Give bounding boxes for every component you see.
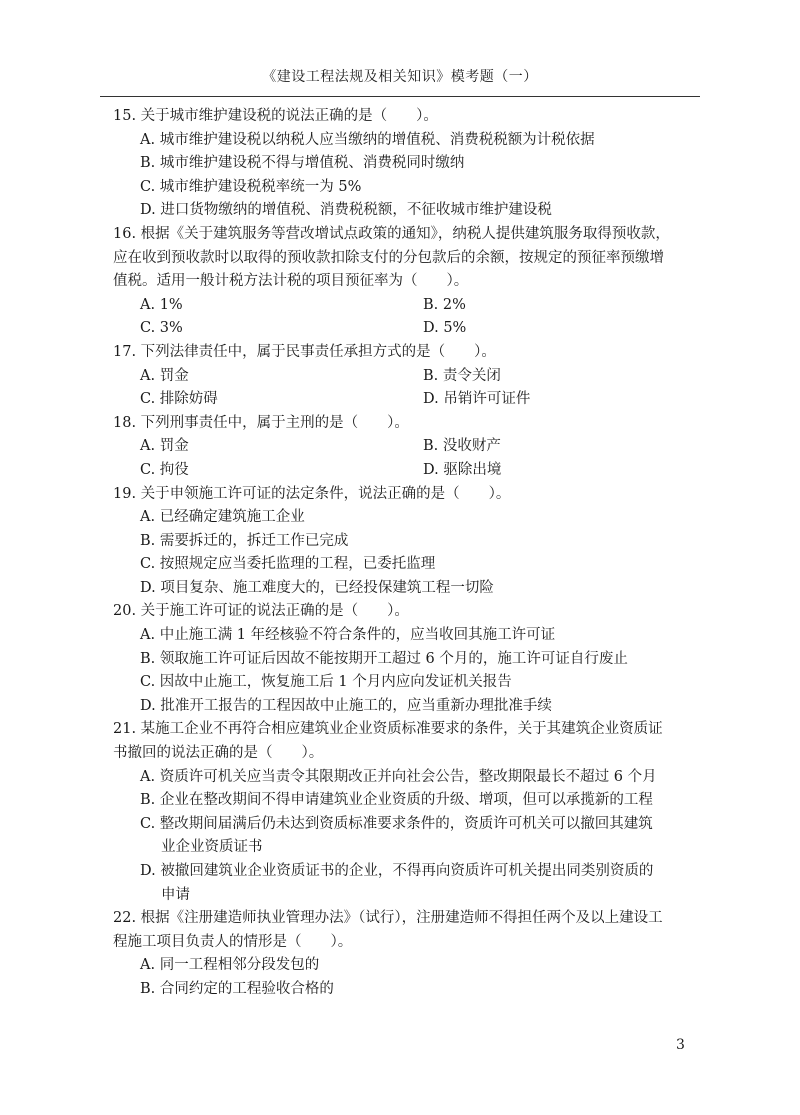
question-16-option-c: C. 3%	[140, 320, 183, 337]
question-18-option-c: C. 拘役	[140, 461, 189, 478]
question-17-option-d: D. 吊销许可证件	[423, 391, 531, 408]
question-21-option-c-line-1: C. 整改期间届满后仍未达到资质标准要求条件的，资质许可机关可以撤回其建筑	[140, 815, 653, 832]
question-21-stem-line-1: 21. 某施工企业不再符合相应建筑业企业资质标准要求的条件，关于其建筑企业资质证	[113, 721, 663, 738]
question-19-stem: 19. 关于申领施工许可证的法定条件，说法正确的是（ ）。	[113, 485, 511, 502]
question-16-options-row-2	[113, 317, 707, 341]
question-20-option-a: A. 中止施工满 1 年经核验不符合条件的，应当收回其施工许可证	[140, 627, 556, 644]
question-21-option-b: B. 企业在整改期间不得申请建筑业企业资质的升级、增项，但可以承揽新的工程	[140, 792, 653, 809]
question-20-option-d: D. 批准开工报告的工程因故中止施工的，应当重新办理批准手续	[140, 697, 552, 714]
question-list	[113, 105, 707, 1002]
question-15-stem: 15. 关于城市维护建设税的说法正确的是（ ）。	[113, 108, 438, 124]
page-header-title: 《建设工程法规及相关知识》模考题（一）	[262, 69, 538, 85]
question-17-option-b: B. 责令关闭	[423, 367, 501, 384]
question-17-stem: 17. 下列法律责任中，属于民事责任承担方式的是（ ）。	[113, 343, 496, 360]
question-22-stem-line-1: 22. 根据《注册建造师执业管理办法》（试行），注册建造师不得担任两个及以上建设工	[113, 910, 663, 927]
question-16-stem-line-3: 值税。适用一般计税方法计税的项目预征率为（ ）。	[113, 273, 469, 290]
question-15-option-a: A. 城市维护建设税以纳税人应当缴纳的增值税、消费税税额为计税依据	[140, 131, 595, 148]
question-16-stem-line-1: 16. 根据《关于建筑服务等营改增试点政策的通知》，纳税人提供建筑服务取得预收款，	[113, 225, 670, 242]
question-18-option-b: B. 没收财产	[423, 438, 501, 455]
question-18-option-d: D. 驱除出境	[423, 461, 502, 478]
question-20-option-b: B. 领取施工许可证后因故不能按期开工超过 6 个月的，施工许可证自行废止	[140, 650, 628, 667]
question-16-option-b: B. 2%	[423, 296, 466, 313]
question-18-options-row-1	[113, 435, 707, 459]
question-22-option-b: B. 合同约定的工程验收合格的	[140, 980, 334, 997]
question-19-option-a: A. 已经确定建筑施工企业	[140, 509, 305, 526]
question-21-stem-line-2: 书撤回的说法正确的是（ ）。	[113, 745, 324, 762]
page-number: 3	[676, 1037, 685, 1053]
header-divider	[100, 96, 700, 97]
question-18-option-a: A. 罚金	[140, 438, 189, 455]
question-20-stem: 20. 关于施工许可证的说法正确的是（ ）。	[113, 603, 409, 620]
question-21-option-d-line-2: 申请	[161, 886, 190, 903]
question-15-option-b: B. 城市维护建设税不得与增值税、消费税同时缴纳	[140, 155, 465, 172]
question-17-options-row-2	[113, 388, 707, 412]
question-16-option-a: A. 1%	[140, 296, 183, 313]
question-22-option-a: A. 同一工程相邻分段发包的	[140, 957, 320, 974]
question-15-option-d: D. 进口货物缴纳的增值税、消费税税额，不征收城市维护建设税	[140, 202, 552, 219]
question-16-option-d: D. 5%	[423, 320, 467, 337]
question-22-stem-line-2: 程施工项目负责人的情形是（ ）。	[113, 933, 353, 950]
question-18-options-row-2	[113, 459, 707, 483]
question-21-option-d-line-1: D. 被撤回建筑业企业资质证书的企业，不得再向资质许可机关提出同类别资质的	[140, 863, 654, 879]
question-21-option-a: A. 资质许可机关应当责令其限期改正并向社会公告，整改期限最长不超过 6 个月	[140, 768, 657, 785]
question-15-option-c: C. 城市维护建设税税率统一为 5%	[140, 178, 362, 195]
question-20-option-c: C. 因故中止施工，恢复施工后 1 个月内应向发证机关报告	[140, 674, 512, 691]
question-17-options-row-1	[113, 365, 707, 389]
question-19-option-c: C. 按照规定应当委托监理的工程，已委托监理	[140, 556, 436, 573]
question-17-option-a: A. 罚金	[140, 367, 189, 384]
question-17-option-c: C. 排除妨碍	[140, 391, 218, 408]
question-19-option-d: D. 项目复杂、施工难度大的，已经投保建筑工程一切险	[140, 579, 494, 596]
question-16-stem-line-2: 应在收到预收款时以取得的预收款扣除支付的分包款后的余额，按规定的预征率预缴增	[113, 249, 664, 266]
question-21-option-c-line-2: 业企业资质证书	[161, 839, 263, 856]
question-16-options-row-1	[113, 294, 707, 318]
question-18-stem: 18. 下列刑事责任中，属于主刑的是（ ）。	[113, 414, 409, 431]
question-19-option-b: B. 需要拆迁的，拆迁工作已完成	[140, 532, 349, 549]
